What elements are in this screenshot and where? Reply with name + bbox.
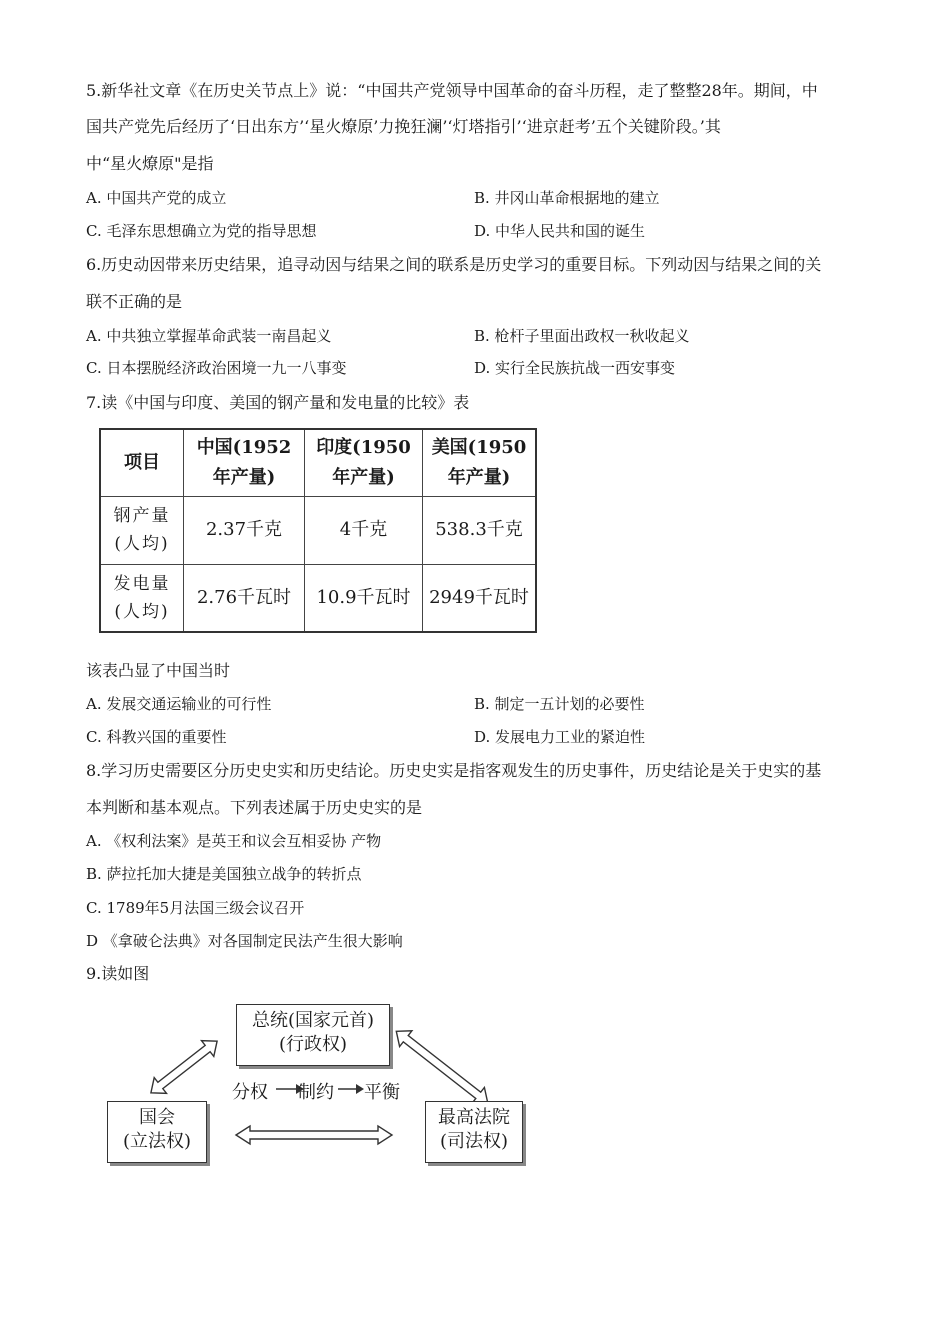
q9-stem-line1: 9.读如图: [86, 964, 150, 983]
table-row: [100, 564, 536, 632]
flow-label-1: 分权: [232, 1082, 268, 1103]
q6-option-a[interactable]: A. 中共独立掌握革命武装一南昌起义: [86, 327, 332, 345]
flow-arrow-icon: [338, 1084, 364, 1094]
congress-box: [107, 1101, 207, 1163]
flow-label-3: 平衡: [364, 1082, 400, 1103]
q8-option-d[interactable]: D 《拿破仑法典》对各国制定民法产生很大影响: [86, 932, 403, 950]
legislative-power-label: (立法权): [122, 1131, 192, 1152]
header-text: 中国(1952: [196, 436, 292, 458]
q5-stem-line1: 5.新华社文章《在历史关节点上》说：“中国共产党领导中国革命的奋斗历程，走了整整28年。期间，中: [86, 81, 818, 100]
q7-option-b[interactable]: B. 制定一五计划的必要性: [474, 695, 645, 713]
q5-option-a[interactable]: A. 中国共产党的成立: [86, 189, 227, 207]
q6-option-b[interactable]: B. 枪杆子里面出政权一秋收起义: [474, 327, 690, 345]
q7-option-a[interactable]: A. 发展交通运输业的可行性: [86, 695, 272, 713]
q6-stem-line1: 6.历史动因带来历史结果，追寻动因与结果之间的联系是历史学习的重要目标。下列动因与结果之间的关: [86, 255, 822, 274]
double-arrow-president-court: [390, 1023, 494, 1110]
header-text: 年产量): [447, 466, 511, 488]
table-row-label: [100, 564, 184, 632]
table-header-cell: [184, 429, 305, 496]
q5-option-b[interactable]: B. 井冈山革命根据地的建立: [474, 189, 660, 207]
congress-label: 国会: [139, 1107, 175, 1128]
q5-stem-line3: 中“星火燎原"是指: [86, 154, 214, 173]
header-text: 印度(1950: [316, 436, 411, 458]
table-cell: 2.37千克: [184, 496, 305, 564]
table-cell: 2.76千瓦时: [184, 564, 305, 632]
q6-stem-line2: 联不正确的是: [86, 292, 183, 311]
table-cell: 10.9千瓦时: [305, 564, 423, 632]
table-cell: 4千克: [305, 496, 423, 564]
header-text: 年产量): [332, 466, 395, 488]
q8-stem-line2: 本判断和基本观点。下列表述属于历史史实的是: [86, 798, 423, 817]
supreme-court-label: 最高法院: [438, 1107, 510, 1128]
table-header-cell: [423, 429, 537, 496]
q6-option-d[interactable]: D. 实行全民族抗战一西安事变: [474, 359, 676, 377]
q8-stem-line1: 8.学习历史需要区分历史史实和历史结论。历史史实是指客观发生的历史事件，历史结论是关于史实的基: [86, 761, 822, 780]
table-header-cell: [100, 429, 184, 496]
q8-option-c[interactable]: C. 1789年5月法国三级会议召开: [86, 899, 305, 917]
table-cell: 2949千瓦时: [423, 564, 537, 632]
supreme-court-box: [425, 1101, 523, 1163]
q8-option-a[interactable]: A. 《权利法案》是英王和议会互相妥协 产物: [86, 832, 382, 850]
q7-after-table-text: 该表凸显了中国当时: [86, 661, 231, 680]
double-arrow-president-congress: [145, 1033, 224, 1100]
row-label-text: (人均): [114, 534, 170, 554]
flow-label-2: 制约: [298, 1082, 334, 1103]
q7-option-c[interactable]: C. 科教兴国的重要性: [86, 728, 227, 746]
executive-power-label: (行政权): [278, 1034, 348, 1055]
president-box: [236, 1004, 390, 1066]
steel-electricity-comparison-table: [99, 428, 537, 633]
president-label: 总统(国家元首): [251, 1010, 375, 1031]
row-label-text: 发电量: [113, 573, 171, 594]
double-arrow-congress-court: [236, 1126, 392, 1144]
q8-option-b[interactable]: B. 萨拉托加大捷是美国独立战争的转折点: [86, 865, 362, 883]
q5-option-c[interactable]: C. 毛泽东思想确立为党的指导思想: [86, 222, 317, 240]
q6-option-c[interactable]: C. 日本摆脱经济政治困境一九一八事变: [86, 359, 347, 377]
judicial-power-label: (司法权): [439, 1131, 509, 1152]
q5-option-d[interactable]: D. 中华人民共和国的诞生: [474, 222, 646, 240]
q7-stem-line1: 7.读《中国与印度、美国的钢产量和发电量的比较》表: [86, 393, 470, 412]
row-label-text: (人均): [114, 601, 170, 622]
q5-stem-line2: 国共产党先后经历了‘日出东方’‘星火燎原’力挽狂澜’‘灯塔指引’‘进京赶考’五个关键阶段。’其: [86, 117, 721, 136]
row-label-text: 钢产量: [113, 506, 171, 526]
header-text: 美国(1950: [431, 436, 527, 458]
table-cell: 538.3千克: [423, 496, 537, 564]
header-text: 项目: [124, 451, 160, 473]
header-text: 年产量): [212, 466, 276, 488]
table-header-cell: [305, 429, 423, 496]
table-row-label: [100, 496, 184, 564]
table-header-row: [100, 429, 536, 496]
table-row: [100, 496, 536, 564]
q7-option-d[interactable]: D. 发展电力工业的紧迫性: [474, 728, 646, 746]
